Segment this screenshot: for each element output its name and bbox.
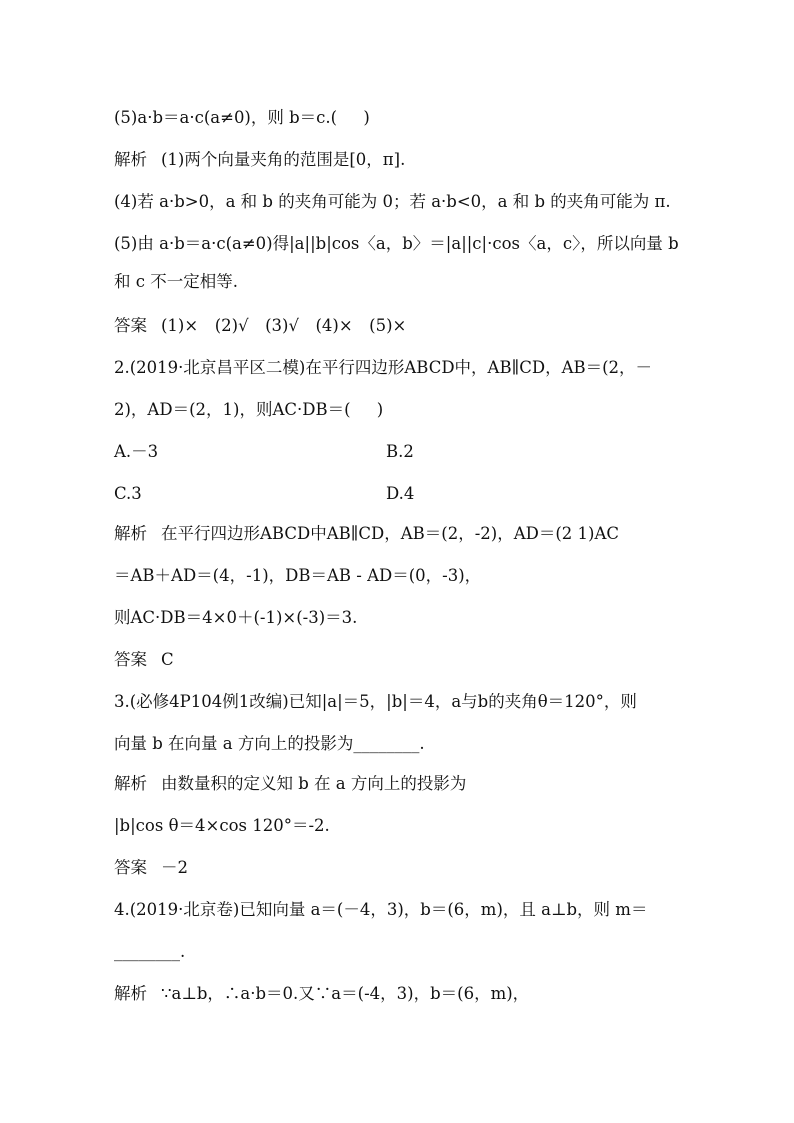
q3-stem-b: 向量 b 在向量 a 方向上的投影为________. <box>114 734 425 753</box>
q2-analysis-1: 在平行四边形ABCD中AB∥CD，AB＝(2，-2)，AD＝(2 1)AC <box>161 524 620 543</box>
q3-answer: －2 <box>161 858 188 877</box>
analysis-label: 解析 <box>114 524 147 543</box>
answer-label: 答案 <box>114 858 147 877</box>
analysis-label: 解析 <box>114 150 147 169</box>
q3-answer-line <box>114 856 188 880</box>
q2-analysis-3: 则AC·DB＝4×0＋(-1)×(-3)＝3. <box>114 608 358 627</box>
q1-analysis-1: (1)两个向量夹角的范围是[0，π]. <box>161 150 406 169</box>
q4-stem-b: ________. <box>114 942 186 961</box>
q4-analysis-1: ∵a⊥b，∴a·b＝0.又∵a＝(-4，3)，b＝(6，m)， <box>161 984 530 1003</box>
analysis-label: 解析 <box>114 984 147 1003</box>
q2-option-b: B.2 <box>386 442 414 461</box>
q2-answer: C <box>161 650 174 669</box>
q2-option-a: A.－3 <box>114 442 159 461</box>
q1-analysis-line1 <box>114 148 405 172</box>
q1-analysis-4: (4)若 a·b>0，a 和 b 的夹角可能为 0；若 a·b<0，a 和 b 的夹角可能为 π. <box>114 192 671 211</box>
q3-stem-a: 3.(必修4P104例1改编)已知|a|＝5，|b|＝4，a与b的夹角θ＝120°，则 <box>114 692 637 711</box>
q1-answer: (1)× (2)√ (3)√ (4)× (5)× <box>161 316 407 335</box>
q1-analysis-5b: 和 c 不一定相等. <box>114 272 238 291</box>
q2-analysis-line1 <box>114 522 619 546</box>
q2-option-c: C.3 <box>114 484 142 503</box>
q2-stem-a: 2.(2019·北京昌平区二模)在平行四边形ABCD中，AB∥CD，AB＝(2，－ <box>114 358 653 377</box>
q1-analysis-5a: (5)由 a·b＝a·c(a≠0)得|a||b|cos〈a，b〉＝|a||c|·cos〈a，c〉，所以向量 b <box>114 234 679 253</box>
answer-label: 答案 <box>114 650 147 669</box>
q4-stem-a: 4.(2019·北京卷)已知向量 a＝(－4，3)，b＝(6，m)，且 a⊥b，则 m＝ <box>114 900 648 919</box>
analysis-label: 解析 <box>114 774 147 793</box>
q1-answer-line <box>114 314 406 338</box>
q2-stem-b: 2)，AD＝(2，1)，则AC·DB＝( ) <box>114 400 384 419</box>
q3-analysis-1: 由数量积的定义知 b 在 a 方向上的投影为 <box>161 774 467 793</box>
q2-answer-line <box>114 648 174 672</box>
q2-option-d: D.4 <box>386 484 415 503</box>
q2-analysis-2: ＝AB＋AD＝(4，-1)，DB＝AB - AD＝(0，-3)， <box>114 566 482 585</box>
q3-analysis-line1 <box>114 772 466 796</box>
q1-part5: (5)a·b＝a·c(a≠0)，则 b＝c.( ) <box>114 108 370 127</box>
q4-analysis-line1 <box>114 982 529 1006</box>
answer-label: 答案 <box>114 316 147 335</box>
q3-analysis-2: |b|cos θ＝4×cos 120°＝-2. <box>114 816 330 835</box>
